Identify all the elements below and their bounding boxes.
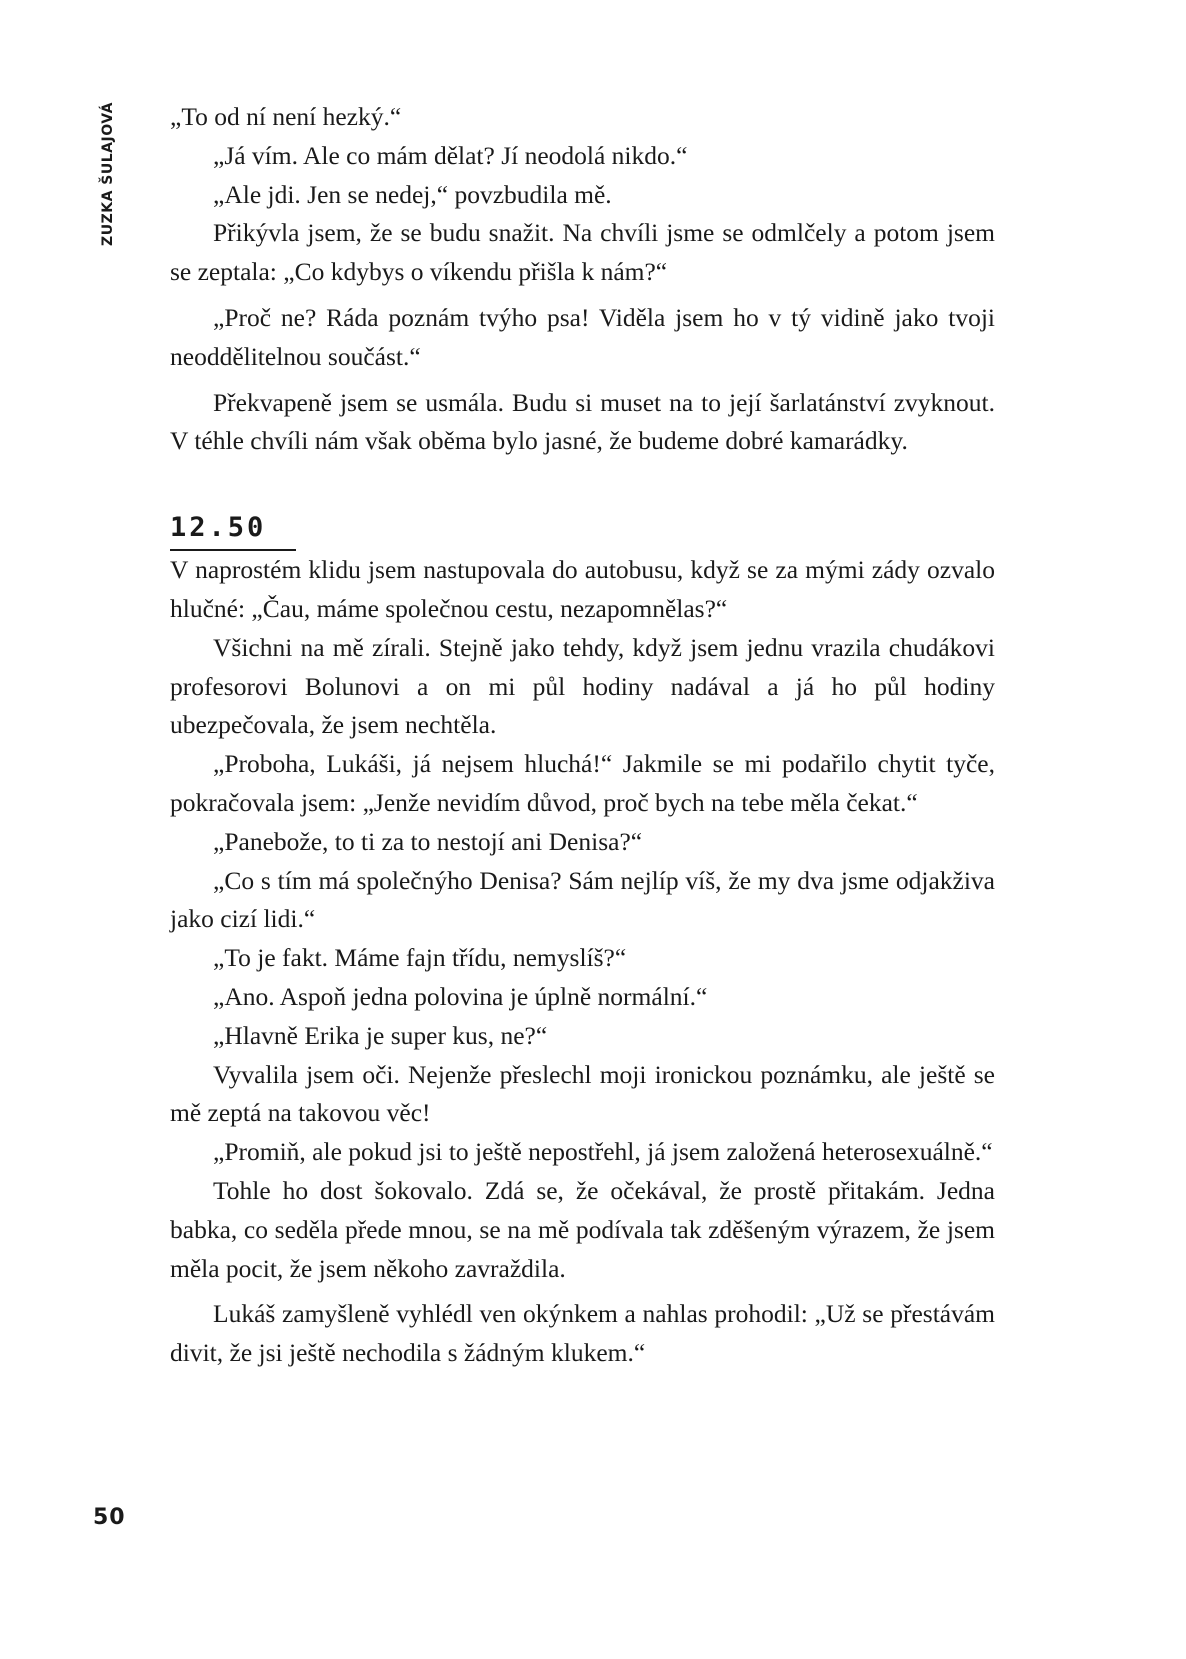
paragraph: „Promiň, ale pokud jsi to ještě nepostřehl, já jsem založená heterosexuálně.“ — [213, 1137, 993, 1167]
paragraph: Lukáš zamyšleně vyhlédl ven okýnkem a nahlas prohodil: „Už se přestávám divit, že jsi ještě nechodila s žádným klukem.“ — [170, 1299, 995, 1368]
paragraph: Překvapeně jsem se usmála. Budu si muset na to její šarlatánství zvyknout. V téhle chvíli nám však oběma bylo jasné, že budeme dobré kamarádky. — [170, 387, 995, 456]
running-head-author: ZUZKA ŠULAJOVÁ — [100, 102, 117, 246]
paragraph: Vyvalila jsem oči. Nejenže přeslechl moji ironickou poznámku, ale ještě se mě zeptá na takovou věc! — [170, 1059, 995, 1128]
paragraph: „Panebože, to ti za to nestojí ani Denisa?“ — [213, 826, 643, 856]
paragraph: „Já vím. Ale co mám dělat? Jí neodolá nikdo.“ — [213, 140, 688, 170]
paragraph: „Ale jdi. Jen se nedej,“ povzbudila mě. — [213, 179, 612, 209]
paragraph: „To od ní není hezký.“ — [170, 102, 402, 131]
paragraph: „To je fakt. Máme fajn třídu, nemyslíš?“ — [213, 943, 627, 973]
paragraph: „Proč ne? Ráda poznám tvýho psa! Viděla jsem ho v tý vidině jako tvoji neoddělitelnou součást.“ — [170, 302, 995, 371]
paragraph: „Proboha, Lukáši, já nejsem hluchá!“ Jakmile se mi podařilo chytit tyče, pokračovala jsem: „Jenže nevidím důvod, proč bych na tebe měla čekat.“ — [170, 749, 995, 817]
paragraph: „Co s tím má společnýho Denisa? Sám nejlíp víš, že my dva jsme odjakživa jako cizí lidi.“ — [170, 865, 995, 934]
page-number: 50 — [93, 1505, 126, 1530]
paragraph: „Hlavně Erika je super kus, ne?“ — [213, 1020, 548, 1050]
paragraph: „Ano. Aspoň jedna polovina je úplně normální.“ — [213, 981, 708, 1011]
paragraph: Všichni na mě zírali. Stejně jako tehdy, když jsem jednu vrazila chudákovi profesorovi Bolunovi a on mi půl hodiny nadával a já ho půl hodiny ubezpečovala, že jsem nechtěla. — [170, 632, 995, 740]
section-heading: 12.50 — [170, 511, 296, 551]
paragraph: V naprostém klidu jsem nastupovala do autobusu, když se za mými zády ozvalo hlučné: „Čau, máme společnou cestu, nezapomnělas?“ — [170, 555, 995, 623]
paragraph: Tohle ho dost šokovalo. Zdá se, že očekával, že prostě přitakám. Jedna babka, co seděla přede mnou, se na mě podívala tak zděšeným výrazem, že jsem měla pocit, že jsem někoho zavraždila. — [170, 1175, 995, 1283]
running-head — [88, 104, 128, 244]
body-text — [170, 98, 995, 1373]
paragraph: Přikývla jsem, že se budu snažit. Na chvíli jsme se odmlčely a potom jsem se zeptala: „Co kdybys o víkendu přišla k nám?“ — [170, 218, 995, 287]
